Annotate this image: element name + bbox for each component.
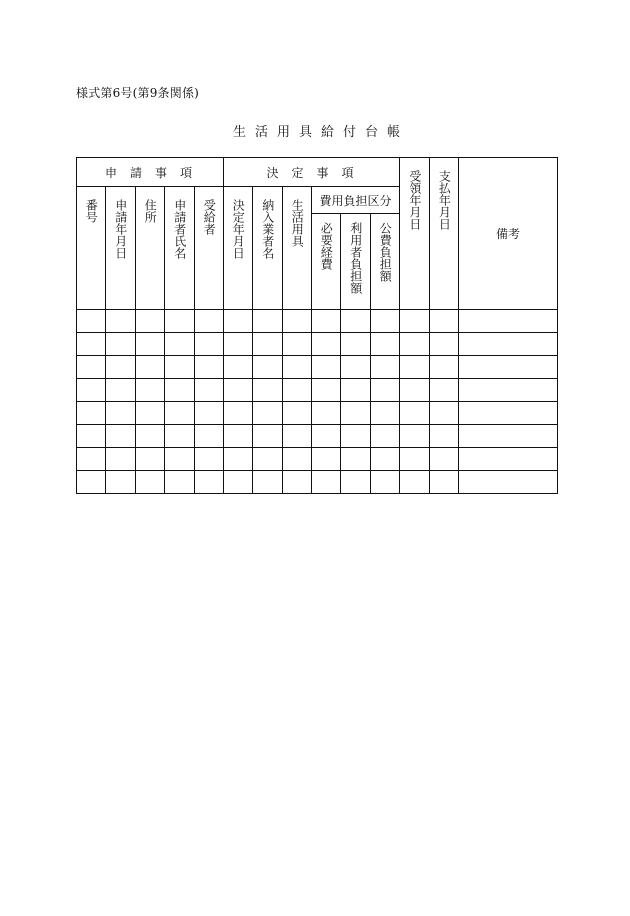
table-cell [341, 471, 371, 494]
form-number: 様式第6号(第9条関係) [76, 86, 200, 100]
table-cell [371, 425, 400, 448]
table-cell [106, 310, 136, 333]
table-cell [136, 310, 165, 333]
table-cell [165, 448, 195, 471]
group-decision-header: 決定事項 [224, 158, 400, 187]
col-equipment-label: 生活用具 [290, 199, 305, 247]
table-cell [430, 448, 459, 471]
table-cell [106, 333, 136, 356]
table-cell [224, 333, 253, 356]
table-cell [195, 448, 224, 471]
table-cell [195, 471, 224, 494]
table-cell [371, 379, 400, 402]
table-cell [283, 310, 312, 333]
table-cell [400, 448, 430, 471]
table-cell [77, 310, 106, 333]
table-cell [312, 310, 341, 333]
table-cell [430, 425, 459, 448]
table-cell [371, 310, 400, 333]
ledger-table [76, 157, 558, 494]
table-cell [283, 379, 312, 402]
col-payment-date [430, 158, 459, 310]
table-cell [283, 471, 312, 494]
col-decision-date [224, 187, 253, 310]
col-decision-date-label: 決定年月日 [231, 199, 246, 259]
table-cell [371, 471, 400, 494]
table-cell [253, 333, 283, 356]
col-address [136, 187, 165, 310]
table-cell [400, 356, 430, 379]
table-cell [165, 379, 195, 402]
col-number-label: 番号 [84, 199, 99, 223]
table-cell [400, 425, 430, 448]
table-cell [430, 333, 459, 356]
table-cell [106, 471, 136, 494]
table-cell [312, 356, 341, 379]
table-cell [77, 425, 106, 448]
table-cell [77, 471, 106, 494]
table-cell [195, 356, 224, 379]
col-recipient [195, 187, 224, 310]
table-cell [400, 310, 430, 333]
table-cell [459, 333, 558, 356]
table-cell [341, 333, 371, 356]
col-recipient-label: 受給者 [202, 199, 217, 235]
col-equipment [283, 187, 312, 310]
table-cell [400, 333, 430, 356]
table-cell [459, 471, 558, 494]
table-cell [430, 402, 459, 425]
table-cell [459, 425, 558, 448]
table-cell [430, 356, 459, 379]
table-row [77, 425, 558, 448]
table-cell [77, 402, 106, 425]
table-cell [459, 402, 558, 425]
table-cell [253, 471, 283, 494]
table-cell [106, 425, 136, 448]
table-cell [165, 356, 195, 379]
table-cell [165, 471, 195, 494]
table-cell [459, 310, 558, 333]
table-cell [77, 379, 106, 402]
table-cell [195, 402, 224, 425]
table-cell [283, 448, 312, 471]
table-cell [106, 356, 136, 379]
table-cell [224, 471, 253, 494]
table-cell [283, 425, 312, 448]
table-cell [400, 402, 430, 425]
table-cell [165, 402, 195, 425]
table-cell [253, 402, 283, 425]
table-cell [312, 425, 341, 448]
table-row [77, 356, 558, 379]
table-cell [430, 379, 459, 402]
table-cell [136, 356, 165, 379]
table-cell [341, 379, 371, 402]
table-cell [195, 310, 224, 333]
table-cell [459, 379, 558, 402]
table-cell [341, 356, 371, 379]
col-receipt-date [400, 158, 430, 310]
col-applicant-name [165, 187, 195, 310]
col-remarks: 備考 [459, 158, 558, 310]
table-cell [136, 471, 165, 494]
table-cell [253, 448, 283, 471]
table-cell [371, 333, 400, 356]
table-cell [136, 425, 165, 448]
table-cell [136, 379, 165, 402]
table-cell [77, 333, 106, 356]
col-supplier-name [253, 187, 283, 310]
table-cell [195, 425, 224, 448]
table-cell [312, 471, 341, 494]
col-payment-date-label: 支払年月日 [437, 170, 452, 230]
table-cell [77, 448, 106, 471]
col-receipt-date-label: 受領年月日 [407, 170, 422, 230]
table-cell [312, 333, 341, 356]
table-row [77, 402, 558, 425]
col-required-cost-label: 必要経費 [319, 222, 334, 270]
table-cell [224, 379, 253, 402]
table-cell [459, 448, 558, 471]
table-cell [253, 425, 283, 448]
table-cell [136, 402, 165, 425]
table-cell [341, 425, 371, 448]
table-cell [430, 471, 459, 494]
table-row [77, 310, 558, 333]
table-cell [106, 448, 136, 471]
col-supplier-name-label: 納入業者名 [260, 199, 275, 259]
table-cell [371, 356, 400, 379]
col-application-date [106, 187, 136, 310]
table-cell [195, 333, 224, 356]
col-public-burden-label: 公費負担額 [378, 222, 393, 282]
table-cell [106, 379, 136, 402]
group-application-header: 申請事項 [77, 158, 224, 187]
table-cell [312, 379, 341, 402]
table-cell [400, 471, 430, 494]
col-user-burden-label: 利用者負担額 [348, 222, 363, 294]
col-address-label: 住所 [143, 199, 158, 223]
col-public-burden [371, 214, 400, 310]
table-cell [136, 333, 165, 356]
table-cell [224, 448, 253, 471]
table-cell [253, 356, 283, 379]
table-row [77, 471, 558, 494]
table-cell [371, 448, 400, 471]
table-cell [165, 425, 195, 448]
table-cell [283, 356, 312, 379]
table-cell [253, 379, 283, 402]
table-cell [371, 402, 400, 425]
table-row [77, 379, 558, 402]
table-cell [400, 379, 430, 402]
col-applicant-name-label: 申請者氏名 [172, 199, 187, 259]
table-cell [224, 425, 253, 448]
table-cell [312, 402, 341, 425]
table-cell [283, 402, 312, 425]
table-cell [224, 356, 253, 379]
table-cell [341, 448, 371, 471]
col-required-cost [312, 214, 341, 310]
table-cell [77, 356, 106, 379]
table-cell [253, 310, 283, 333]
table-cell [459, 356, 558, 379]
table-cell [312, 448, 341, 471]
form-title: 生活用具給付台帳 [232, 125, 409, 140]
col-application-date-label: 申請年月日 [113, 199, 128, 259]
table-cell [106, 402, 136, 425]
table-cell [430, 310, 459, 333]
table-cell [136, 448, 165, 471]
table-cell [283, 333, 312, 356]
table-cell [224, 402, 253, 425]
col-user-burden [341, 214, 371, 310]
col-number [77, 187, 106, 310]
table-row [77, 333, 558, 356]
table-cell [341, 402, 371, 425]
table-row [77, 448, 558, 471]
group-cost-burden-header: 費用負担区分 [312, 187, 400, 214]
table-cell [341, 310, 371, 333]
table-cell [195, 379, 224, 402]
table-cell [224, 310, 253, 333]
table-cell [165, 310, 195, 333]
table-cell [165, 333, 195, 356]
